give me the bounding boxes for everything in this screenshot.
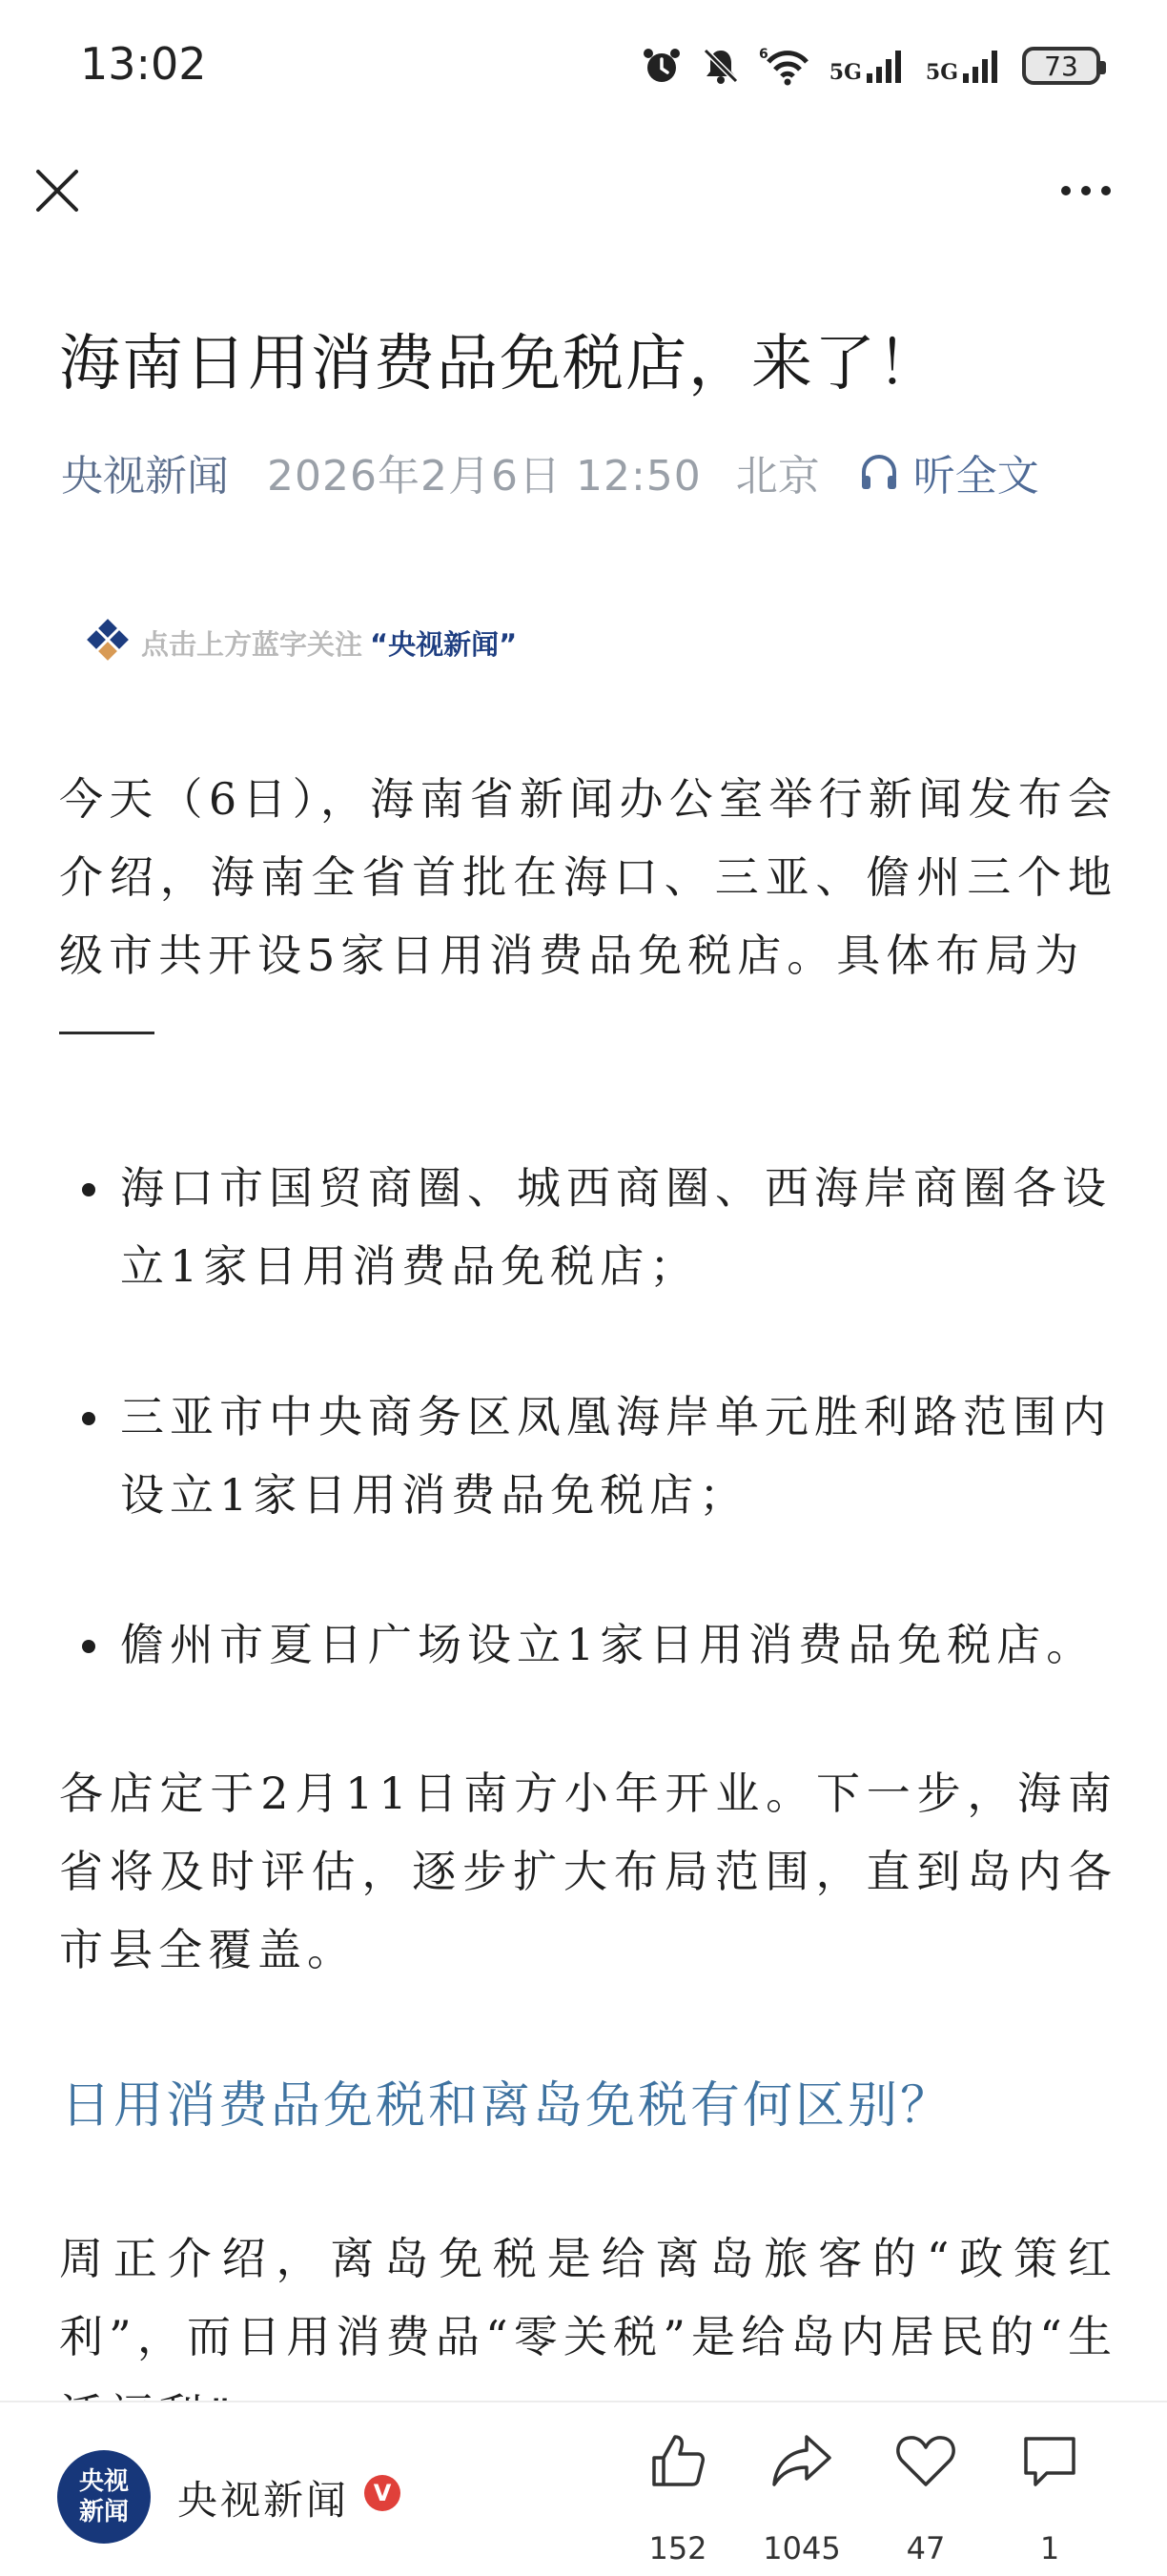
- avatar-text: 央视新闻: [78, 2467, 129, 2526]
- mute-bell-icon: [700, 45, 742, 87]
- article-title: 海南日用消费品免税店，来了！: [59, 329, 940, 399]
- signal-icon-1: [829, 47, 909, 85]
- avatar[interactable]: [57, 2450, 151, 2544]
- comment-icon: [1018, 2429, 1081, 2492]
- status-bar: [0, 0, 1167, 133]
- follow-banner[interactable]: [84, 618, 517, 667]
- more-icon: [1053, 162, 1119, 219]
- more-button[interactable]: [1053, 162, 1119, 219]
- like-count: 152: [648, 2530, 707, 2566]
- headphones-icon: [858, 451, 900, 493]
- share-count: 1045: [763, 2530, 841, 2566]
- article-city: 北京: [735, 452, 820, 501]
- wifi-icon: [759, 45, 812, 87]
- battery-icon: [1022, 47, 1100, 85]
- follow-accent: “央视新闻”: [370, 627, 518, 661]
- favorite-button[interactable]: [873, 2429, 978, 2566]
- close-button[interactable]: [29, 162, 86, 219]
- comment-button[interactable]: [997, 2429, 1102, 2566]
- logo-diamond-icon: [84, 618, 133, 667]
- list-item: 海口市国贸商圈、城西商圈、西海岸商圈各设立1家日用消费品免税店；: [76, 1149, 1116, 1305]
- list-item: 儋州市夏日广场设立1家日用消费品免税店。: [76, 1605, 1116, 1684]
- svg-text:6: 6: [758, 47, 768, 62]
- status-time: 13:02: [80, 38, 207, 90]
- section-heading: 日用消费品免税和离岛免税有何区别？: [61, 2077, 953, 2135]
- share-icon: [770, 2429, 833, 2492]
- heart-icon: [894, 2429, 957, 2492]
- share-button[interactable]: [749, 2429, 854, 2566]
- like-button[interactable]: [625, 2429, 730, 2566]
- favorite-count: 47: [906, 2530, 946, 2566]
- em-dash: [59, 1032, 154, 1034]
- signal-icon-2: [926, 47, 1005, 85]
- top-bar: [0, 143, 1167, 238]
- intro-paragraph: 今天（6日），海南省新闻办公室举行新闻发布会介绍，海南全省首批在海口、三亚、儋州三个地级市共开设5家日用消费品免税店。具体布局为: [59, 773, 1117, 981]
- article-date: 2026年2月6日 12:50: [267, 452, 702, 501]
- battery-level: 73: [1044, 50, 1078, 82]
- listen-label: 听全文: [912, 452, 1039, 501]
- thumbs-up-icon: [646, 2429, 709, 2492]
- alarm-icon: [641, 45, 683, 87]
- bottom-bar: [0, 2401, 1167, 2576]
- list-item: 三亚市中央商务区凤凰海岸单元胜利路范围内设立1家日用消费品免税店；: [76, 1378, 1116, 1534]
- paragraph-opening: 各店定于2月11日南方小年开业。下一步，海南省将及时评估，逐步扩大布局范围，直到岛内各市县全覆盖。: [59, 1768, 1117, 1975]
- network-label-2: 5G: [925, 60, 958, 85]
- comment-count: 1: [1039, 2530, 1060, 2566]
- follow-prefix: 点击上方蓝字关注: [141, 627, 363, 661]
- listen-button[interactable]: [858, 441, 1039, 502]
- channel-name[interactable]: 央视新闻: [177, 2477, 350, 2524]
- close-icon: [29, 162, 86, 219]
- paragraph-difference: 周正介绍，离岛免税是给离岛旅客的“政策红利”，而日用消费品“零关税”是给岛内居民的“生: [59, 2233, 1117, 2362]
- verified-badge: V: [364, 2475, 400, 2511]
- status-icons: [641, 40, 1100, 92]
- network-label-1: 5G: [829, 60, 862, 85]
- article-meta: [61, 443, 1129, 501]
- article-source[interactable]: 央视新闻: [61, 452, 229, 501]
